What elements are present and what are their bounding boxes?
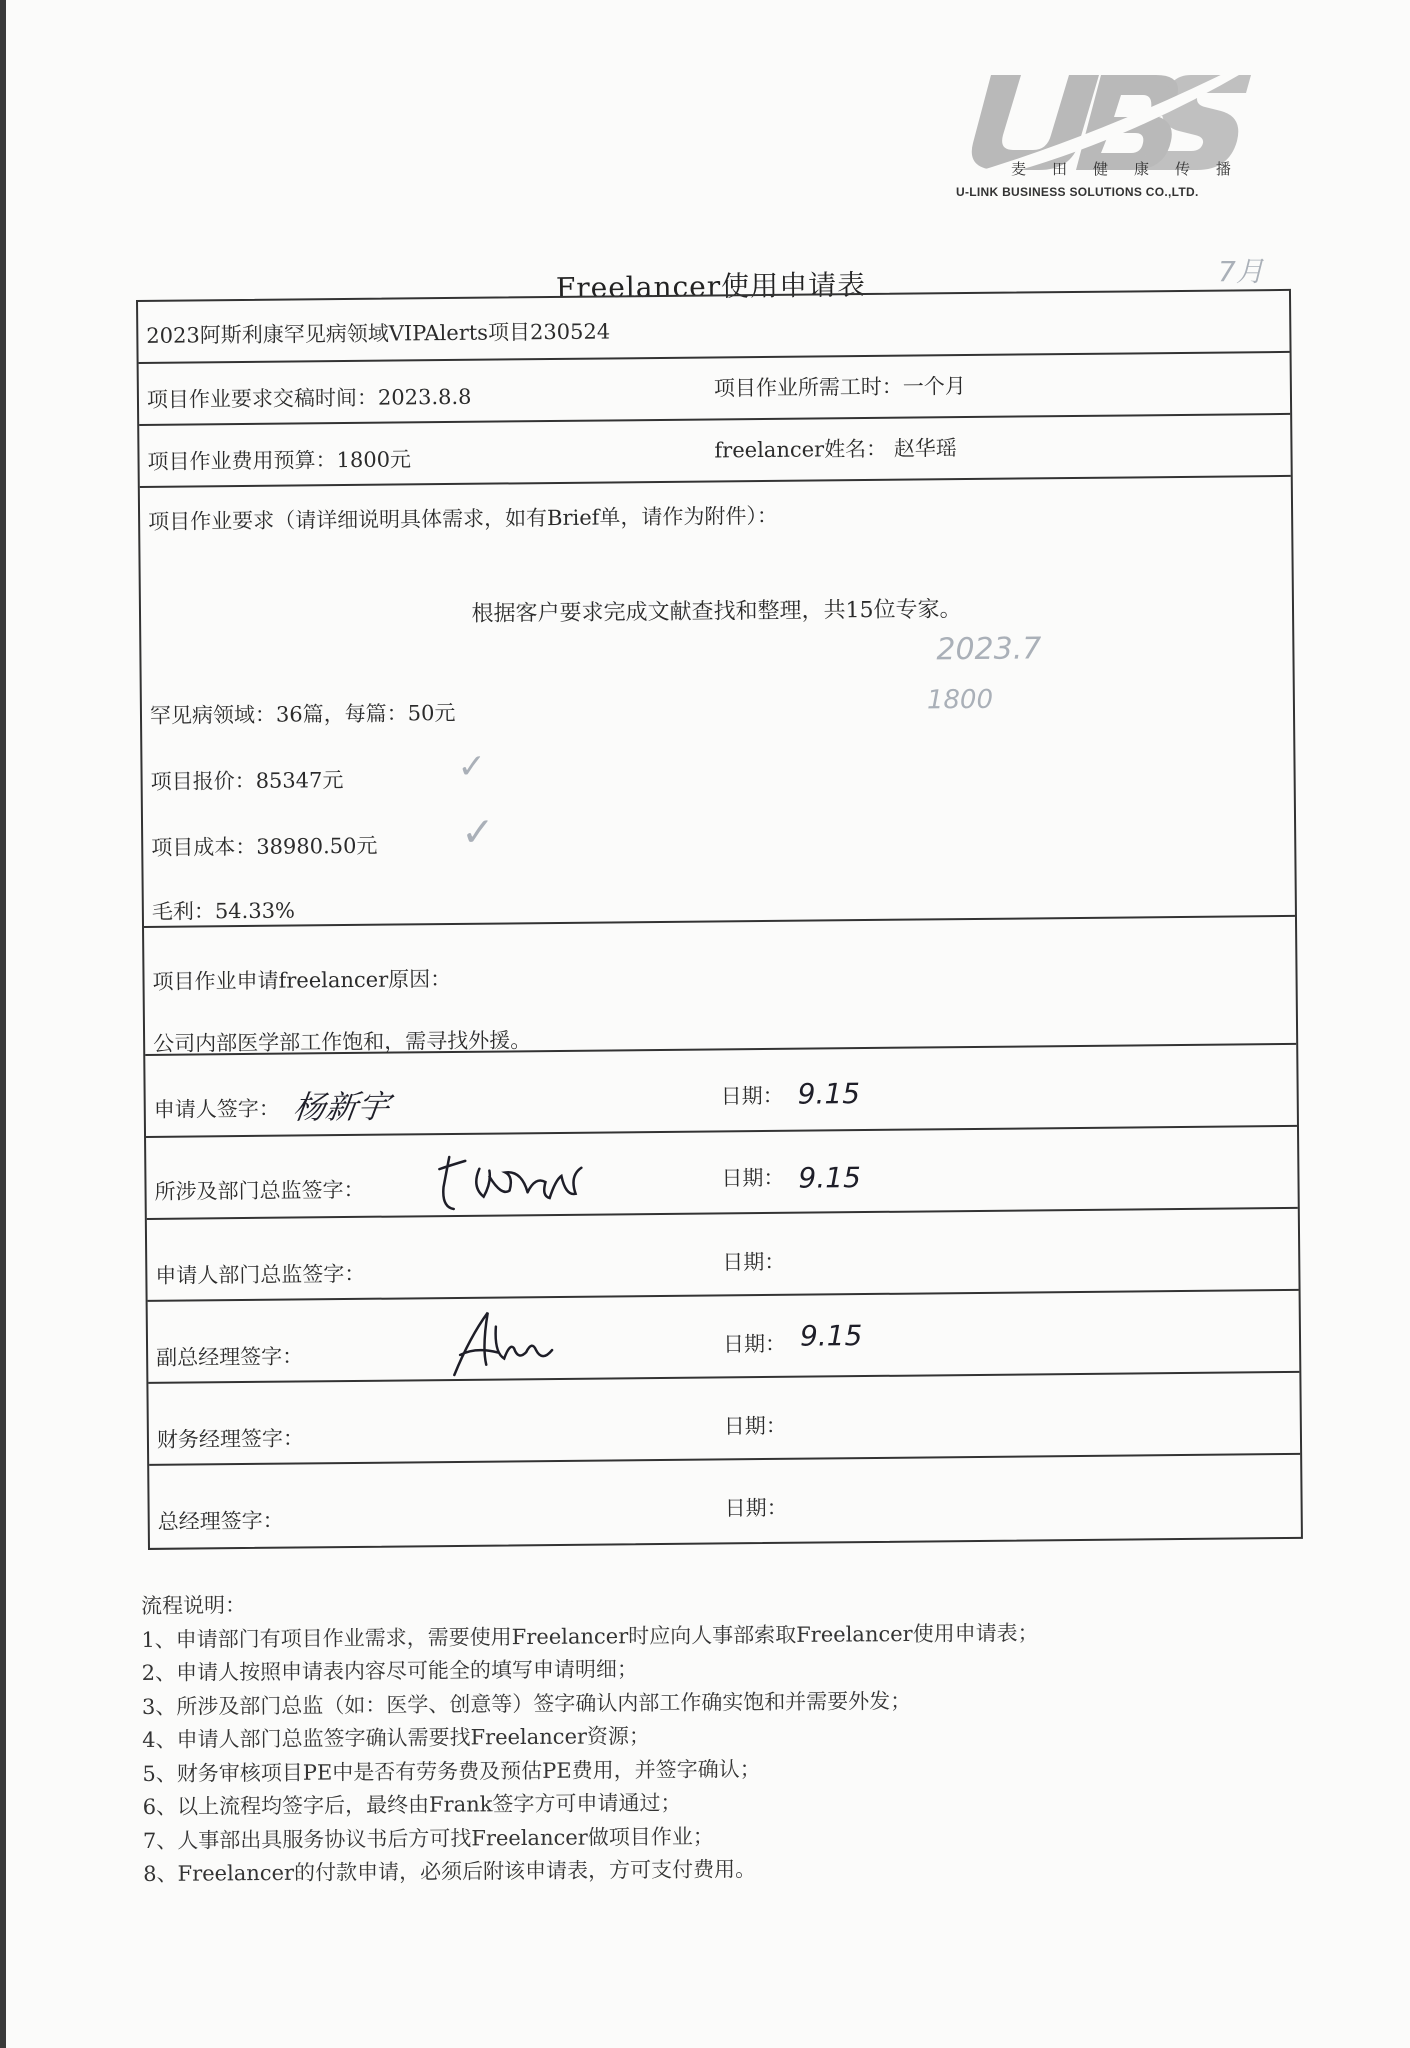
process-notes <box>141 1581 1293 1892</box>
note-item: 7、人事部出具服务协议书后方可找Freelancer做项目作业； <box>142 1824 714 1853</box>
logo-char: 健 <box>1092 160 1108 178</box>
signature-date: 9.15 <box>797 1077 861 1111</box>
signature-row-dept-director <box>146 1127 1298 1220</box>
requirements-row <box>140 477 1295 928</box>
signature-row-applicant <box>145 1045 1297 1138</box>
note-item: 4、申请人部门总监签字确认需要找Freelancer资源； <box>142 1724 651 1752</box>
applicant-signature: 杨新宇 <box>290 1087 392 1127</box>
signature-row-gm <box>149 1455 1301 1548</box>
cost-field: 项目成本：38980.50元 <box>151 833 378 860</box>
handwritten-date-note: 2023.7 <box>936 631 1042 668</box>
logo-char: 传 <box>1174 160 1190 178</box>
check-icon: ✓ <box>460 809 495 856</box>
signature-label: 财务经理签字： <box>156 1426 305 1452</box>
note-item: 8、Freelancer的付款申请，必须后附该申请表，方可支付费用。 <box>143 1857 757 1886</box>
requirements-text: 根据客户要求完成文献查找和整理，共15位专家。 <box>471 597 962 627</box>
reason-row <box>144 917 1296 1056</box>
project-name-row <box>138 291 1290 364</box>
reason-text: 公司内部医学部工作饱和，需寻找外援。 <box>153 1028 532 1056</box>
note-item: 6、以上流程均签字后，最终由Frank签字方可申请通过； <box>142 1790 682 1819</box>
deadline-field: 项目作业要求交稿时间：2023.8.8 <box>146 384 472 412</box>
page-title: Freelancer使用申请表 <box>555 268 867 305</box>
note-item: 2、申请人按照申请表内容尽可能全的填写申请明细； <box>141 1657 639 1685</box>
date-label: 日期： <box>722 1249 786 1275</box>
ubs-logo <box>951 55 1251 205</box>
vice-gm-signature <box>448 1306 579 1379</box>
logo-char: 康 <box>1133 160 1149 178</box>
date-label: 日期： <box>723 1413 787 1439</box>
note-item: 1、申请部门有项目作业需求，需要使用Freelancer时应向人事部索取Freelancer使用申请表； <box>141 1620 1039 1652</box>
signature-label: 申请人签字： <box>153 1096 280 1122</box>
signature-row-applicant-director <box>147 1209 1299 1302</box>
quote-field: 项目报价：85347元 <box>150 768 344 794</box>
logo-char: 田 <box>1051 160 1067 178</box>
project-name: 2023阿斯利康罕见病领域VIPAlerts项目230524 <box>146 319 611 348</box>
signature-date: 9.15 <box>798 1161 861 1195</box>
signature-row-finance <box>148 1373 1300 1466</box>
application-form <box>136 289 1303 1550</box>
date-label: 日期： <box>722 1331 787 1357</box>
budget-field: 项目作业费用预算：1800元 <box>147 447 412 474</box>
freelancer-name-field: freelancer姓名： 赵华瑶 <box>714 436 957 463</box>
date-label: 日期： <box>724 1495 788 1521</box>
note-item: 3、所涉及部门总监（如：医学、创意等）签字确认内部工作确实饱和并需要外发； <box>141 1688 912 1719</box>
field-volume: 罕见病领域：36篇，每篇：50元 <box>149 700 456 728</box>
work-hours-field: 项目作业所需工时：一个月 <box>713 374 966 401</box>
note-item: 5、财务审核项目PE中是否有劳务费及预估PE费用，并签字确认； <box>142 1756 761 1786</box>
check-icon: ✓ <box>457 746 487 787</box>
date-label: 日期： <box>720 1083 784 1109</box>
signature-label: 总经理签字： <box>157 1508 284 1534</box>
signature-date: 9.15 <box>799 1319 863 1353</box>
deadline-row <box>139 353 1291 426</box>
signature-label: 副总经理签字： <box>156 1344 304 1370</box>
requirements-label: 项目作业要求（请详细说明具体需求，如有Brief单，请作为附件）： <box>148 503 779 534</box>
logo-char: 播 <box>1215 160 1231 178</box>
date-label: 日期： <box>721 1165 785 1191</box>
handwritten-amount-note: 1800 <box>926 684 994 716</box>
signature-label: 所涉及部门总监签字： <box>154 1177 365 1204</box>
dept-director-signature <box>431 1146 592 1218</box>
handwritten-month-mark: 7月 <box>1218 255 1264 288</box>
signature-label: 申请人部门总监签字： <box>155 1261 366 1288</box>
signature-row-vice-gm <box>148 1291 1300 1384</box>
notes-heading: 流程说明： <box>141 1593 247 1618</box>
logo-english-name: U-LINK BUSINESS SOLUTIONS CO.,LTD. <box>956 185 1199 199</box>
budget-row <box>139 415 1291 488</box>
logo-char: 麦 <box>1011 160 1027 178</box>
logo-chinese-name <box>1011 158 1231 179</box>
margin-field: 毛利：54.33% <box>151 898 296 924</box>
reason-label: 项目作业申请freelancer原因： <box>152 967 452 994</box>
